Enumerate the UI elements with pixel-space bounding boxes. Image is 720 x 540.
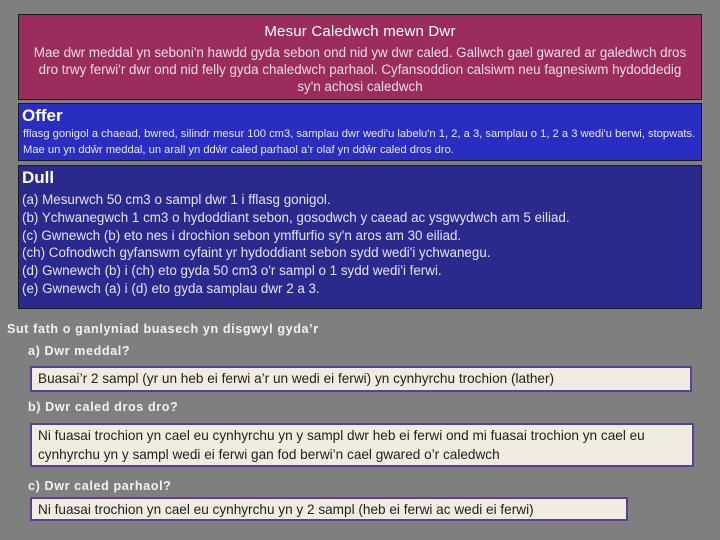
method-steps	[22, 191, 701, 298]
method-step: (b) Ychwanegwch 1 cm3 o hydoddiant sebon, gosodwch y caead ac ysgwydwch am 5 eiliad.	[22, 209, 570, 225]
method-step: (e) Gwnewch (a) i (d) eto gyda samplau dwr 2 a 3.	[22, 280, 320, 296]
method-step: (d) Gwnewch (b) i (ch) eto gyda 50 cm3 o'r sampl o 1 sydd wedi'i ferwi.	[22, 263, 442, 279]
intro-panel	[18, 14, 702, 100]
page-title: Mesur Caledwch mewn Dwr	[264, 23, 456, 40]
equipment-panel	[18, 103, 702, 161]
intro-text: Mae dwr meddal yn seboni'n hawdd gyda sebon ond nid yw dwr caled. Gallwch gael gwared ar galedwch dros dro trwy ferwi'r dwr ond nid felly gyda chaledwch parhaol. Cyfansoddion calsiwm neu fagnesiwm hydoddedig sy'n achosi caledwch	[33, 45, 687, 94]
answer-b: Ni fuasai trochion yn cael eu cynhyrchu yn y sampl dwr heb ei ferwi ond mi fuasai trochion yn cael eu cynhyrchu yn y sampl wedi ei ferwi gan fod berwi’n cael gwared o’r caledwch	[30, 423, 694, 467]
answer-c: Ni fuasai trochion yn cael eu cynhyrchu yn y 2 sampl (heb ei ferwi ac wedi ei ferwi)	[30, 497, 628, 521]
question-a-label: a) Dwr meddal?	[28, 344, 131, 358]
method-step: (a) Mesurwch 50 cm3 o sampl dwr 1 i fflasg gonigol.	[22, 192, 331, 207]
answer-a: Buasai’r 2 sampl (yr un heb ei ferwi a’r un wedi ei ferwi) yn cynhyrchu trochion (lather)	[30, 366, 692, 392]
equipment-text: fflasg gonigol a chaead, bwred, silindr mesur 100 cm3, samplau dwr wedi'u labelu'n 1, 2, a 3, samplau o 1, 2 a 3 wedi'u berwi, stopwats. Mae un yn ddŵr meddal, un arall yn ddŵr caled parhaol a’r olaf yn ddŵr caled dros dro.	[23, 128, 696, 156]
method-step: (ch) Cofnodwch gyfanswm cyfaint yr hydoddiant sebon sydd wedi'i ychwanegu.	[22, 245, 491, 261]
method-step: (c) Gwnewch (b) eto nes i drochion sebon ymffurfio sy'n aros am 30 eiliad.	[22, 227, 462, 243]
question-c-label: c) Dwr caled parhaol?	[28, 479, 172, 493]
question-b-label: b) Dwr caled dros dro?	[28, 400, 179, 414]
questions-intro: Sut fath o ganlyniad buasech yn disgwyl gyda’r	[7, 322, 319, 336]
equipment-heading: Offer	[22, 106, 63, 125]
method-heading: Dull	[22, 168, 55, 187]
method-panel	[18, 165, 702, 309]
